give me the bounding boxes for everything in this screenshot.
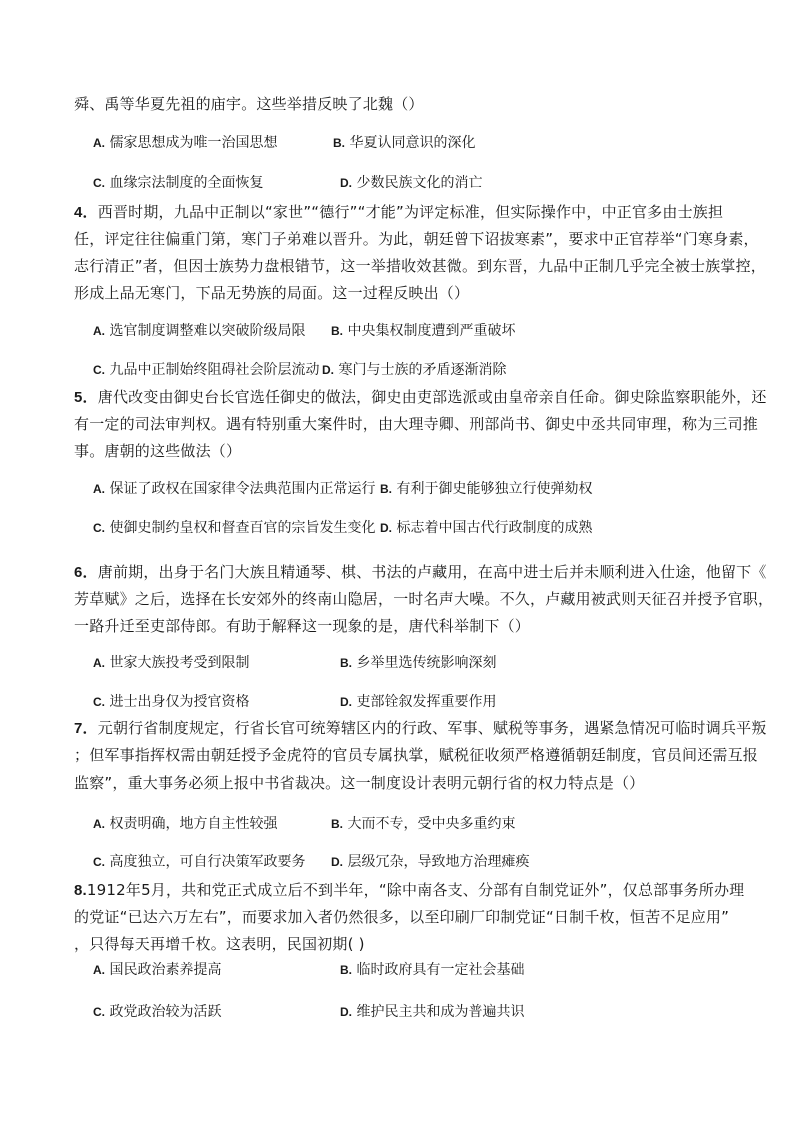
question-number: 6． [74,564,98,581]
option-letter: D. [340,1005,352,1019]
q8-stem-line [74,880,745,901]
option-letter: D. [340,176,352,190]
option-letter: A. [93,656,105,670]
option-text: 有利于御史能够独立行使弹劾权 [396,481,593,497]
option-letter: D. [340,695,352,709]
q6-stem-line [74,562,767,583]
option-text: 吏部铨叙发挥重要作用 [356,694,497,710]
q5-stem-line: 事。唐朝的这些做法（） [74,442,242,460]
option-text: 标志着中国古代行政制度的成熟 [396,520,593,536]
q3-option-a [93,133,277,153]
q8-option-c [93,1002,221,1022]
q5-stem-line: 有一定的司法审判权。遇有特别重大案件时，由大理寺卿、刑部尚书、御史中丞共同审理，称为三司推 [74,415,759,433]
option-text: 权责明确，地方自主性较强 [109,816,278,832]
q8-stem-line: ，只得每天再增千枚。这表明，民国初期( ) [74,935,365,953]
option-letter: A. [93,817,105,831]
option-letter: B. [340,963,352,977]
q5-option-c [93,518,375,538]
q4-stem-line [74,202,724,223]
option-letter: B. [331,324,343,338]
q7-option-b [331,814,515,834]
option-text: 进士出身仅为授官资格 [109,694,250,710]
q7-stem-line: ；但军事指挥权需由朝廷授予金虎符的官员专属执掌，赋税征收须严格遵循朝廷制度，官员间还需互报 [74,746,759,764]
option-letter: B. [333,136,345,150]
option-text: 血缘宗法制度的全面恢复 [109,175,264,191]
option-text: 华夏认同意识的深化 [349,135,476,151]
q7-option-c [93,852,305,872]
option-letter: D. [331,855,343,869]
option-letter: A. [93,136,105,150]
option-letter: B. [380,482,392,496]
q8-option-a [93,960,221,980]
q5-stem-text: 唐代改变由御史台长官选任御史的做法，御史由吏部选派或由皇帝亲自任命。御史除监察职能外，还 [97,388,767,406]
q8-option-d [340,1002,524,1022]
q3-option-c [93,173,263,193]
q5-stem-line [74,387,767,408]
option-text: 国民政治素养提高 [109,962,222,978]
option-text: 保证了政权在国家律令法典范围内正常运行 [109,481,376,497]
q3-option-d [340,173,482,193]
question-number: 5． [74,389,98,406]
option-text: 少数民族文化的消亡 [356,175,483,191]
option-letter: C. [93,521,105,535]
option-letter: D. [380,521,392,535]
option-text: 九品中正制始终阻碍社会阶层流动 [109,362,320,378]
option-letter: C. [93,855,105,869]
option-text: 政党政治较为活跃 [109,1004,222,1020]
q4-stem-line: 形成上品无寒门，下品无势族的局面。这一过程反映出（） [74,284,470,302]
q7-stem-line [74,718,767,739]
option-text: 选官制度调整难以突破阶级局限 [109,323,306,339]
option-text: 使御史制约皇权和督查百官的宗旨发生变化 [109,520,376,536]
q5-option-a [93,479,375,499]
option-letter: C. [93,176,105,190]
option-text: 儒家思想成为唯一治国思想 [109,135,278,151]
option-text: 层级冗杂，导致地方治理瘫痪 [347,854,530,870]
q4-stem-line: 志行清正”者，但因士族势力盘根错节，这一举措收效甚微。到东晋，九品中正制几乎完全被士族掌控， [74,257,766,275]
option-letter: A. [93,324,105,338]
q6-stem-text: 唐前期，出身于名门大族且精通琴、棋、书法的卢藏用，在高中进士后并未顺利进入仕途，他留下《 [97,563,767,581]
q3-stem-line: 舜、禹等华夏先祖的庙宇。这些举措反映了北魏（） [74,95,424,113]
q8-stem-line: 的党证“已达六万左右”，而要求加入者仍然很多，以至印刷厂印制党证“日制千枚，恒苦不足应用” [74,908,730,926]
q7-option-a [93,814,277,834]
option-letter: A. [93,963,105,977]
option-text: 寒门与士族的矛盾逐渐消除 [338,362,507,378]
option-letter: A. [93,482,105,496]
q7-stem-text: 元朝行省制度规定，行省长官可统筹辖区内的行政、军事、赋税等事务，遇紧急情况可临时调兵平叛 [97,719,767,737]
q6-option-d [340,692,496,712]
q5-option-d [380,518,592,538]
q8-stem-text: 1912年5月，共和党正式成立后不到半年，“除中南各支、分部有自制党证外”，仅总部事务所办理 [86,881,745,899]
question-number: 4． [74,204,98,221]
option-text: 乡举里选传统影响深刻 [356,655,497,671]
q6-stem-line: 一路升迁至吏部侍郎。有助于解释这一现象的是，唐代科举制下（） [74,617,531,635]
question-number: 8. [74,882,87,899]
option-text: 世家大族投考受到限制 [109,655,250,671]
q7-option-d [331,852,529,872]
q3-option-b [333,133,475,153]
q6-option-c [93,692,249,712]
q4-option-b [331,321,515,341]
q8-option-b [340,960,524,980]
option-letter: B. [340,656,352,670]
question-number: 7． [74,720,98,737]
q6-option-a [93,653,249,673]
q5-option-b [380,479,592,499]
option-text: 维护民主共和成为普遍共识 [356,1004,525,1020]
option-text: 中央集权制度遭到严重破坏 [347,323,516,339]
option-letter: C. [93,1005,105,1019]
q7-stem-line: 监察”，重大事务必须上报中书省裁决。这一制度设计表明元朝行省的权力特点是（） [74,774,645,792]
option-letter: D. [322,363,334,377]
option-text: 高度独立，可自行决策军政要务 [109,854,306,870]
q6-stem-line: 芳草赋》之后，选择在长安郊外的终南山隐居，一时名声大噪。不久，卢藏用被武则天征召并授予官职， [74,590,774,608]
option-letter: C. [93,695,105,709]
option-letter: B. [331,817,343,831]
q4-option-c [93,360,319,380]
q6-option-b [340,653,496,673]
option-letter: C. [93,363,105,377]
q4-option-a [93,321,305,341]
q4-option-d [322,360,506,380]
option-text: 大而不专，受中央多重约束 [347,816,516,832]
option-text: 临时政府具有一定社会基础 [356,962,525,978]
q4-stem-line: 任，评定往往偏重门第，寒门子弟难以晋升。为此，朝廷曾下诏拔寒素”，要求中正官荐举“门寒身素， [74,230,759,248]
q4-stem-text: 西晋时期，九品中正制以“家世”“德行”“才能”为评定标准，但实际操作中，中正官多由士族担 [97,203,724,221]
